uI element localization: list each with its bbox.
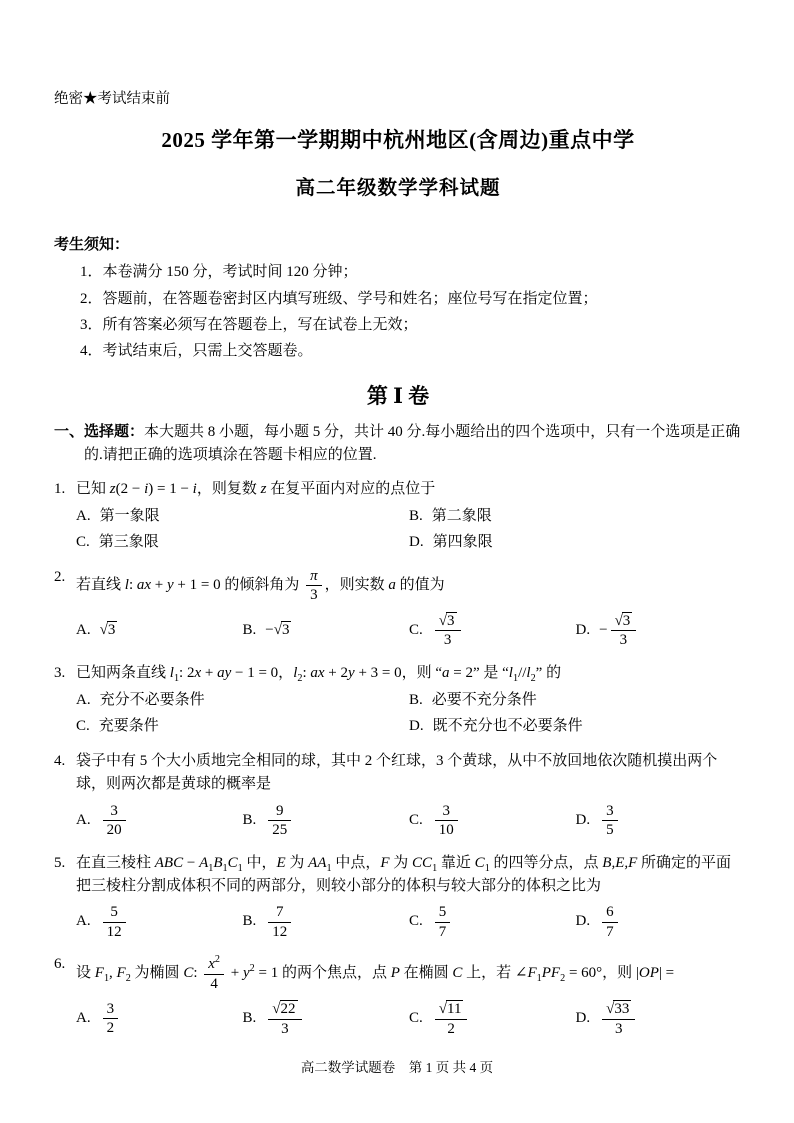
question-1-option-a (76, 505, 409, 529)
option-label: B. (242, 811, 257, 828)
option-label: C. (409, 621, 423, 638)
option-content: 第四象限 (432, 534, 493, 551)
option-label: A. (76, 692, 91, 709)
question-5-options (76, 902, 742, 942)
question-4-option-c (409, 801, 576, 841)
option-label: C. (409, 811, 423, 828)
multiple-choice-heading (54, 421, 742, 468)
question-3-option-c (76, 715, 409, 739)
option-content: 第二象限 (431, 508, 492, 525)
option-content: $\frac{√33}{3}$ (599, 998, 638, 1039)
option-label: A. (76, 913, 91, 930)
notice-items (54, 259, 742, 364)
option-label: B. (409, 508, 423, 525)
option-content: $\frac{3}{10}$ (432, 801, 461, 841)
option-content: $\frac{9}{25}$ (265, 801, 294, 841)
option-content: √3 (99, 621, 116, 638)
option-content: $\frac{3}{2}$ (100, 999, 122, 1039)
option-content: 第一象限 (99, 508, 160, 525)
exam-subtitle: 高二年级数学学科试题 (295, 178, 501, 200)
question-4-options (76, 801, 742, 841)
question-6-stem: 设 $F_1$, $F_2$ 为椭圆 C: $\frac{x^2}{4}$ + $y^2 = 1$ 的两个焦点，点 P 在椭圆 C 上，若 $\angle F_1PF_2 = 60^\circ$，则 |OP| = (76, 954, 675, 992)
option-content: $\frac{7}{12}$ (265, 902, 294, 942)
question-4 (54, 750, 742, 841)
question-6-option-c (409, 998, 576, 1039)
question-3-option-a (76, 689, 409, 713)
question-1-stem: 已知 z(2 − i) = 1 − i，则复数 z 在复平面内对应的点位于 (76, 480, 436, 497)
option-label: A. (76, 621, 91, 638)
question-3-number: 3. (54, 664, 66, 681)
option-label: B. (409, 692, 423, 709)
question-1-option-b (409, 505, 742, 529)
question-2-option-c (409, 610, 576, 651)
page-footer: 高二数学试题卷 第 1 页 共 4 页 (300, 1060, 494, 1076)
question-6-option-d (576, 998, 743, 1039)
question-5-option-d (576, 902, 743, 942)
option-content: $\frac{5}{12}$ (100, 902, 129, 942)
question-5-option-a (76, 902, 243, 942)
question-3-option-d (409, 715, 742, 739)
option-label: D. (575, 1009, 591, 1026)
question-1 (54, 478, 742, 555)
option-label: C. (409, 1009, 423, 1026)
question-3 (54, 662, 742, 739)
option-label: A. (76, 811, 91, 828)
notice-item-2: 2．答题前，在答题卷密封区内填写班级、学号和姓名；座位号写在指定位置； (80, 290, 598, 307)
question-3-body (76, 662, 742, 739)
exam-title: 2025 学年第一学期期中杭州地区(含周边)重点中学 (161, 128, 635, 153)
question-5-option-b (243, 902, 410, 942)
option-label: D. (575, 811, 591, 828)
option-label: B. (242, 913, 257, 930)
question-4-option-a (76, 801, 243, 841)
multiple-choice-instructions: 本大题共 8 小题，每小题 5 分，共计 40 分.每小题给出的四个选项中，只有一个选项是正确的.请把正确的选项填涂在答题卡相应的位置. (84, 424, 741, 464)
option-label: D. (409, 718, 424, 735)
question-2 (54, 566, 742, 651)
notice-heading: 考生须知： (54, 237, 130, 254)
question-5 (54, 852, 742, 943)
option-content: $\frac{√3}{3}$ (432, 610, 464, 651)
option-label: C. (409, 913, 423, 930)
question-3-option-b (409, 689, 742, 713)
question-4-stem: 袋子中有 5 个大小质地完全相同的球，其中 2 个红球，3 个黄球，从中不放回地依次随机摸出两个球，则两次都是黄球的概率是 (76, 753, 718, 793)
question-1-options (76, 505, 742, 555)
option-label: B. (242, 621, 257, 638)
security-classification: 绝密★考试结束前 (54, 91, 170, 107)
section-one-title: 第 Ⅰ 卷 (366, 384, 430, 409)
option-label: A. (76, 508, 91, 525)
question-5-stem: 在直三棱柱 ABC − $A_1B_1C_1$ 中，E 为 $AA_1$ 中点，F 为 $CC_1$ 靠近 $C_1$ 的四等分点，点 B,E,F 所确定的平面把三棱柱分割成体积不同的两部分，则较小部分的体积与较大部分的体积之比为 (76, 854, 732, 894)
question-2-body (76, 566, 742, 651)
notice-item-3: 3．所有答案必须写在答题卷上，写在试卷上无效； (80, 316, 418, 333)
option-label: B. (242, 1009, 257, 1026)
question-4-body (76, 750, 742, 841)
option-content: 第三象限 (98, 534, 159, 551)
question-6-body (76, 953, 742, 1039)
option-content: $\frac{3}{5}$ (599, 801, 621, 841)
question-1-body (76, 478, 742, 555)
question-2-options (76, 610, 742, 651)
option-content: −√3 (265, 621, 290, 638)
question-1-number: 1. (54, 480, 66, 497)
question-6 (54, 953, 742, 1039)
question-1-option-c (76, 531, 409, 555)
option-content: $\frac{5}{7}$ (432, 902, 454, 942)
option-label: D. (575, 913, 591, 930)
option-label: D. (575, 621, 591, 638)
option-label: C. (76, 718, 90, 735)
question-3-stem: 已知两条直线 $l_1$: 2x + ay − 1 = 0，$l_2$: ax + 2y + 3 = 0，则 “a = 2” 是 “$l_1//l_2$” 的 (76, 664, 562, 684)
option-label: A. (76, 1009, 91, 1026)
question-2-option-a (76, 618, 243, 642)
question-2-stem: 若直线 l: ax + y + 1 = 0 的倾斜角为 $\frac{\pi}{3}$ ，则实数 a 的值为 (76, 567, 445, 604)
option-label: D. (409, 534, 424, 551)
option-label: C. (76, 534, 90, 551)
question-4-number: 4. (54, 753, 66, 770)
question-2-option-d (576, 610, 743, 651)
notice-item-4: 4．考试结束后，只需上交答题卷。 (80, 343, 313, 360)
question-5-option-c (409, 902, 576, 942)
notice-item-1: 1．本卷满分 150 分，考试时间 120 分钟； (80, 264, 358, 281)
question-6-option-b (243, 998, 410, 1039)
question-1-option-d (409, 531, 742, 555)
option-content: 既不充分也不必要条件 (432, 718, 583, 735)
question-4-option-b (243, 801, 410, 841)
candidate-notice (54, 234, 742, 364)
option-content: 充要条件 (98, 718, 159, 735)
option-content: $\frac{3}{20}$ (100, 801, 129, 841)
option-content: $\frac{6}{7}$ (599, 902, 621, 942)
multiple-choice-label: 一、选择题： (54, 424, 145, 441)
question-5-number: 5. (54, 854, 66, 871)
question-6-options (76, 998, 742, 1039)
option-content: $\frac{√11}{2}$ (432, 998, 471, 1039)
question-2-option-b (243, 618, 410, 642)
option-content: − $\frac{√3}{3}$ (599, 610, 639, 651)
question-6-option-a (76, 999, 243, 1039)
option-content: $\frac{√22}{3}$ (265, 998, 304, 1039)
option-content: 充分不必要条件 (99, 692, 205, 709)
question-3-options (76, 689, 742, 739)
question-2-number: 2. (54, 568, 66, 585)
option-content: 必要不充分条件 (431, 692, 537, 709)
question-4-option-d (576, 801, 743, 841)
question-5-body (76, 852, 742, 943)
question-6-number: 6. (54, 956, 66, 973)
